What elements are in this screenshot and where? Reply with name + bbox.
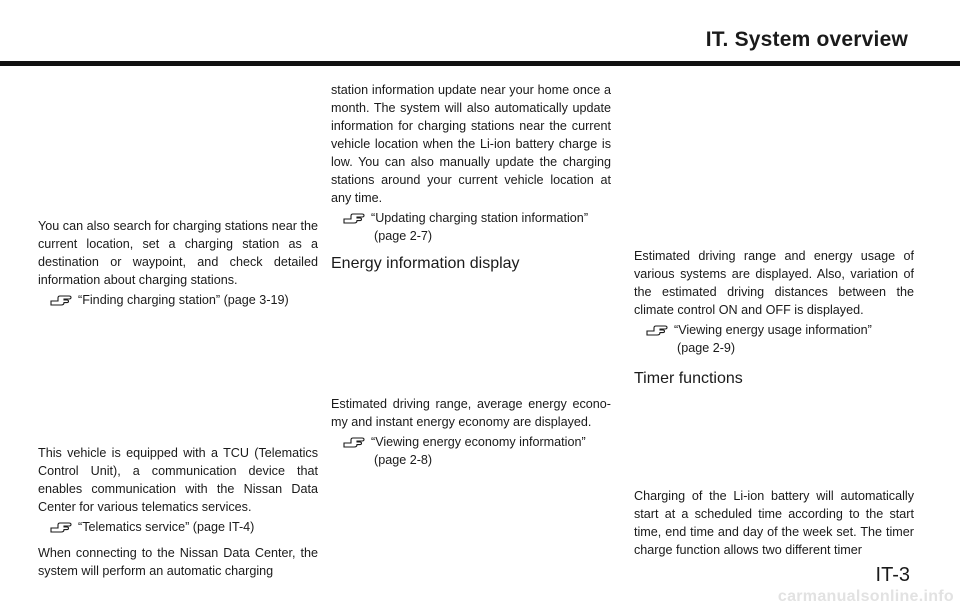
heading-energy-information-display: Energy information display: [331, 255, 520, 272]
reference-line-2: (page 2-9): [677, 341, 736, 355]
reference-viewing-energy-economy[interactable]: [331, 433, 611, 469]
column-1: [38, 217, 318, 309]
reference-telematics-service[interactable]: [38, 518, 318, 536]
watermark-text: carmanualsonline.info: [777, 588, 954, 605]
paragraph-station-update: station information update near your home once a month. The system will also automatically update information for charging stations near the current vehicle location when the Li-ion battery charge is low. You can also manually update the charging stations around your current vehicle location at any time.: [331, 83, 611, 205]
paragraph-tcu: This vehicle is equipped with a TCU (Telematics Control Unit), a communication device that enables communication with the Nissan Data Center for various telematics services.: [38, 446, 318, 514]
reference-line-1: “Viewing energy usage information”: [674, 323, 872, 337]
reference-line-1: “Updating charging station information”: [371, 211, 589, 225]
reference-line-2: (page 2-8): [374, 453, 433, 467]
pointing-hand-icon: [634, 321, 674, 336]
column-3-lower: [634, 487, 914, 559]
column-2-lower: [331, 395, 611, 469]
pointing-hand-icon: [38, 291, 78, 306]
page-header-title: IT. System overview: [705, 28, 908, 51]
reference-updating-charging-station[interactable]: [331, 209, 611, 245]
reference-text: “Telematics service” (page IT-4): [78, 520, 255, 534]
column-1-lower: [38, 444, 318, 580]
reference-viewing-energy-usage[interactable]: [634, 321, 914, 357]
reference-text-block: [371, 209, 588, 245]
reference-text-block: [674, 321, 872, 357]
reference-text-block: [371, 433, 586, 469]
reference-line-1: “Viewing energy economy information”: [371, 435, 586, 449]
reference-text: “Finding charging station” (page 3-19): [78, 293, 289, 307]
pointing-hand-icon: [331, 433, 371, 448]
heading-timer-functions: Timer functions: [634, 370, 743, 387]
pointing-hand-icon: [331, 209, 371, 224]
paragraph-data-center: When connecting to the Nissan Data Center, the system will perform an automatic charging: [38, 546, 318, 578]
paragraph-charging-search: You can also search for charging stations near the current location, set a charging station as a destination or waypoint, and check detailed information about charging stations.: [38, 219, 318, 287]
column-2: [331, 81, 611, 274]
header-rule: [0, 61, 960, 66]
paragraph-timer-charge: Charging of the Li-ion battery will automatically start at a scheduled time according to the start time, end time and day of the week set. The timer charge function allows two different timer: [634, 489, 914, 557]
reference-line-2: (page 2-7): [374, 229, 433, 243]
column-3: [634, 247, 914, 389]
reference-finding-charging-station[interactable]: [38, 291, 318, 309]
paragraph-energy-economy: Estimated driving range, average energy econo-my and instant energy economy are displayed.: [331, 397, 611, 429]
page-number: IT-3: [875, 564, 910, 586]
pointing-hand-icon: [38, 518, 78, 533]
paragraph-energy-usage: Estimated driving range and energy usage of various systems are displayed. Also, variation of the estimated driving distances between the climate control ON and OFF is displayed.: [634, 249, 914, 317]
